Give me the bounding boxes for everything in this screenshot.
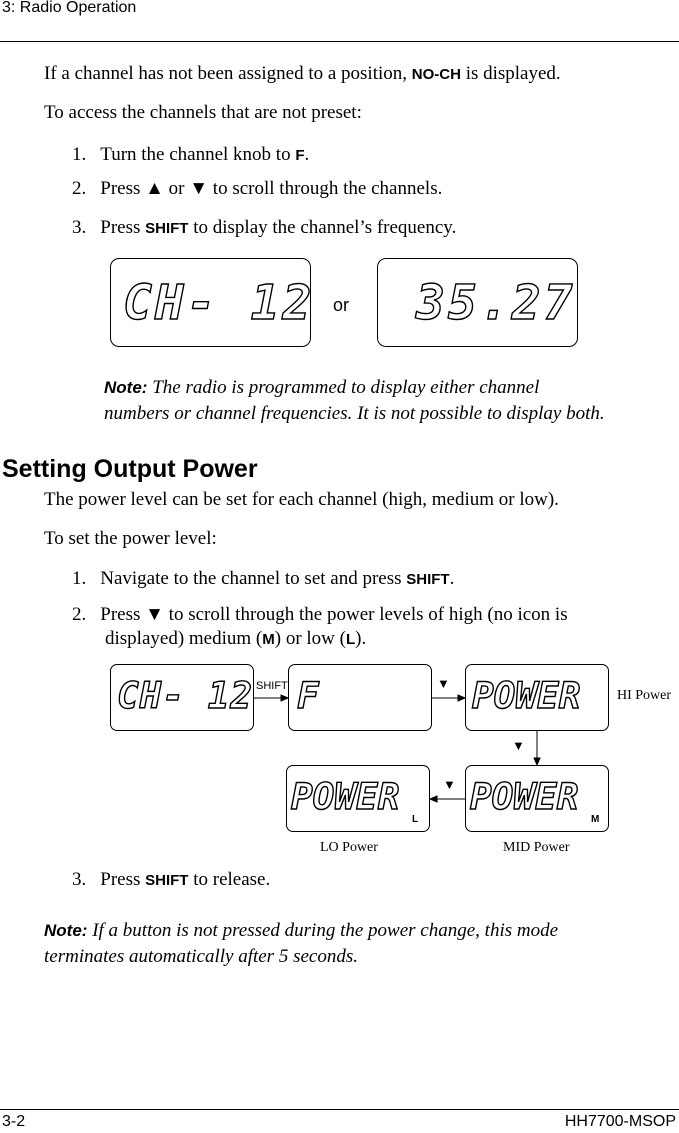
lcd-f: F (288, 664, 432, 731)
power-set-text: To set the power level: (44, 528, 217, 549)
intro-access-text: To access the channels that are not preset: (44, 102, 362, 123)
lcd-ch12: CH- 12 (110, 664, 254, 731)
shift-label: SHIFT (256, 680, 288, 692)
arrowhead-mid-lo (430, 796, 437, 802)
lcd-hi-power: POWER (465, 664, 609, 731)
note2-line1: Note: If a button is not pressed during the power change, this mode (44, 920, 559, 941)
note1-label: Note: (104, 378, 148, 397)
note2-line2: terminates automatically after 5 seconds. (44, 946, 358, 967)
arrowhead-f-hi (458, 695, 465, 701)
footer-rule (0, 1109, 679, 1110)
down-arrow-icon-3: ▼ (443, 777, 456, 792)
mid-power-caption: MID Power (503, 840, 570, 855)
low-indicator: L (412, 814, 419, 825)
step-a2: 2. Press ▲ or ▼ to scroll through the channels. (72, 178, 443, 199)
note1-line1: Note: The radio is programmed to display either channel (104, 377, 540, 398)
down-arrow-icon-2: ▼ (512, 738, 525, 753)
lcd-lo-power: POWER L (286, 765, 430, 832)
lcd-mid-power: POWER M (465, 765, 609, 832)
step-a3: 3. Press SHIFT to display the channel’s frequency. (72, 217, 457, 238)
step-b2-line1: 2. Press ▼ to scroll through the power levels of high (no icon is (72, 604, 568, 625)
lcd-channel-display: CH- 12 (110, 258, 311, 347)
arrowhead-hi-mid (534, 758, 540, 765)
page-number: 3-2 (2, 1113, 26, 1130)
hi-power-caption: HI Power (617, 688, 672, 703)
step-b1: 1. Navigate to the channel to set and press SHIFT. (72, 568, 455, 589)
step-b3: 3. Press SHIFT to release. (72, 869, 271, 890)
step-b2-line2: displayed) medium (M) or low (L). (105, 628, 367, 649)
document-id: HH7700-MSOP (564, 1113, 676, 1130)
down-arrow-icon-1: ▼ (437, 676, 450, 691)
power-intro-text: The power level can be set for each channel (high, medium or low). (44, 489, 559, 510)
section-heading: Setting Output Power (2, 455, 258, 483)
section-header: 3: Radio Operation (2, 0, 137, 16)
note2-label: Note: (44, 921, 88, 940)
or-text: or (333, 295, 350, 315)
arrowhead-shift (281, 695, 288, 701)
lo-power-caption: LO Power (320, 840, 378, 855)
intro-paragraph: If a channel has not been assigned to a position, NO-CH is displayed. (44, 63, 561, 84)
lcd-frequency-display: 35.27 (377, 258, 578, 347)
step-a1: 1. Turn the channel knob to F. (72, 144, 310, 165)
mid-indicator: M (591, 814, 600, 825)
no-ch-keyword: NO-CH (411, 66, 461, 83)
note1-line2: numbers or channel frequencies. It is not possible to display both. (104, 403, 605, 424)
